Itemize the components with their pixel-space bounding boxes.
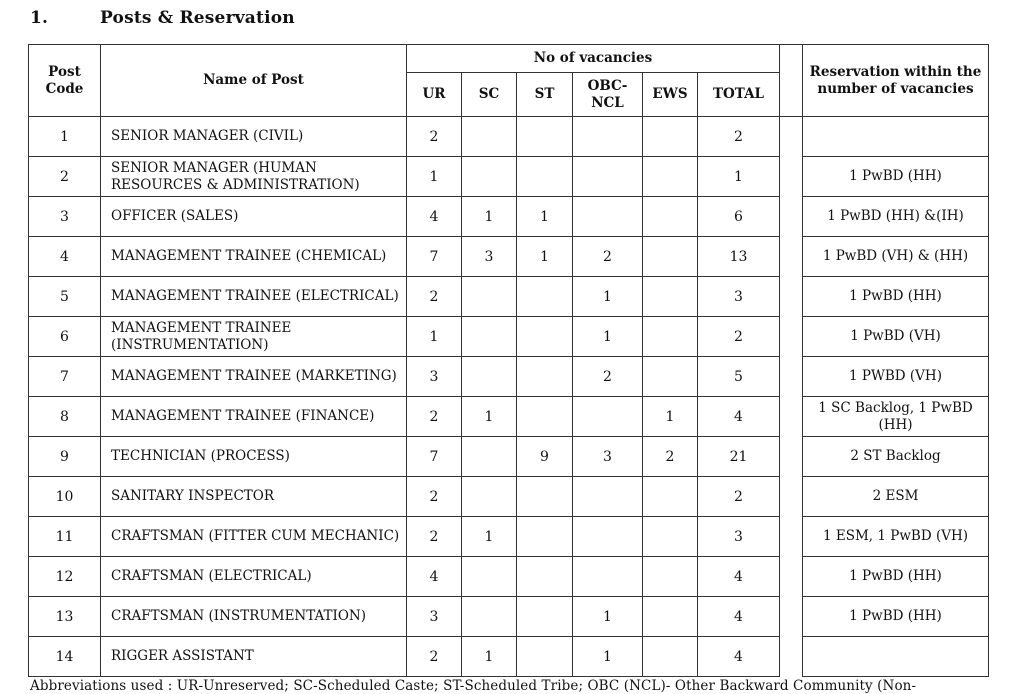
table-row	[29, 157, 989, 197]
header-st: ST	[517, 73, 573, 117]
column-gap	[780, 357, 803, 397]
st-cell: 9	[517, 437, 573, 477]
obc-cell: 2	[573, 237, 643, 277]
post-name-cell: SENIOR MANAGER (CIVIL)	[101, 117, 407, 157]
column-gap	[780, 437, 803, 477]
obc-cell: 2	[573, 357, 643, 397]
sc-cell: 1	[462, 397, 517, 437]
table-row	[29, 637, 989, 677]
ur-cell: 2	[407, 117, 462, 157]
reservation-cell: 1 PwBD (HH)	[803, 277, 989, 317]
post-name-cell: SANITARY INSPECTOR	[101, 477, 407, 517]
total-cell: 1	[698, 157, 780, 197]
ur-cell: 7	[407, 237, 462, 277]
post-name-cell: SENIOR MANAGER (HUMAN RESOURCES & ADMINISTRATION)	[101, 157, 407, 197]
ews-cell	[643, 517, 698, 557]
sc-cell	[462, 557, 517, 597]
ur-cell: 2	[407, 477, 462, 517]
table-body	[29, 117, 989, 677]
post-code-cell: 13	[29, 597, 101, 637]
st-cell: 1	[517, 197, 573, 237]
table-row	[29, 397, 989, 437]
sc-cell: 1	[462, 197, 517, 237]
reservation-cell: 1 PwBD (HH)	[803, 557, 989, 597]
st-cell	[517, 637, 573, 677]
reservation-cell: 1 SC Backlog, 1 PwBD (HH)	[803, 397, 989, 437]
ur-cell: 3	[407, 357, 462, 397]
reservation-cell: 2 ST Backlog	[803, 437, 989, 477]
st-cell	[517, 517, 573, 557]
column-gap	[780, 397, 803, 437]
st-cell: 1	[517, 237, 573, 277]
total-cell: 2	[698, 317, 780, 357]
ur-cell: 2	[407, 397, 462, 437]
post-name-cell: CRAFTSMAN (ELECTRICAL)	[101, 557, 407, 597]
ur-cell: 1	[407, 157, 462, 197]
post-code-cell: 6	[29, 317, 101, 357]
column-gap	[780, 557, 803, 597]
column-gap	[780, 317, 803, 357]
column-gap	[780, 277, 803, 317]
post-name-cell: MANAGEMENT TRAINEE (MARKETING)	[101, 357, 407, 397]
ews-cell	[643, 197, 698, 237]
st-cell	[517, 557, 573, 597]
obc-cell: 1	[573, 317, 643, 357]
ews-cell	[643, 117, 698, 157]
ur-cell: 2	[407, 637, 462, 677]
sc-cell: 1	[462, 517, 517, 557]
obc-cell: 1	[573, 637, 643, 677]
st-cell	[517, 357, 573, 397]
sc-cell	[462, 437, 517, 477]
sc-cell: 3	[462, 237, 517, 277]
header-sc: SC	[462, 73, 517, 117]
section-title: Posts & Reservation	[100, 8, 295, 28]
post-code-cell: 2	[29, 157, 101, 197]
header-obc: OBC-NCL	[573, 73, 643, 117]
sc-cell	[462, 317, 517, 357]
post-name-cell: CRAFTSMAN (FITTER CUM MECHANIC)	[101, 517, 407, 557]
ur-cell: 7	[407, 437, 462, 477]
ews-cell	[643, 557, 698, 597]
post-code-cell: 3	[29, 197, 101, 237]
sc-cell	[462, 477, 517, 517]
reservation-cell	[803, 637, 989, 677]
st-cell	[517, 157, 573, 197]
reservation-cell: 1 PwBD (VH)	[803, 317, 989, 357]
sc-cell	[462, 157, 517, 197]
st-cell	[517, 597, 573, 637]
column-gap	[780, 117, 803, 157]
total-cell: 6	[698, 197, 780, 237]
header-name-of-post: Name of Post	[101, 45, 407, 117]
ews-cell	[643, 237, 698, 277]
table-row	[29, 437, 989, 477]
post-code-cell: 12	[29, 557, 101, 597]
column-gap	[780, 477, 803, 517]
total-cell: 4	[698, 557, 780, 597]
ews-cell	[643, 477, 698, 517]
reservation-cell: 1 PwBD (VH) & (HH)	[803, 237, 989, 277]
sc-cell	[462, 277, 517, 317]
vacancy-table	[28, 44, 989, 677]
table-row	[29, 597, 989, 637]
total-cell: 4	[698, 397, 780, 437]
post-name-cell: RIGGER ASSISTANT	[101, 637, 407, 677]
total-cell: 5	[698, 357, 780, 397]
st-cell	[517, 477, 573, 517]
header-reservation: Reservation within the number of vacancies	[803, 45, 989, 117]
post-code-cell: 1	[29, 117, 101, 157]
obc-cell	[573, 197, 643, 237]
sc-cell	[462, 597, 517, 637]
ews-cell: 1	[643, 397, 698, 437]
ews-cell	[643, 357, 698, 397]
post-code-cell: 7	[29, 357, 101, 397]
post-code-cell: 4	[29, 237, 101, 277]
column-gap	[780, 597, 803, 637]
obc-cell	[573, 397, 643, 437]
post-name-cell: OFFICER (SALES)	[101, 197, 407, 237]
post-code-cell: 8	[29, 397, 101, 437]
ur-cell: 3	[407, 597, 462, 637]
ur-cell: 2	[407, 277, 462, 317]
post-code-cell: 14	[29, 637, 101, 677]
column-gap	[780, 517, 803, 557]
post-name-cell: MANAGEMENT TRAINEE (FINANCE)	[101, 397, 407, 437]
ews-cell	[643, 597, 698, 637]
header-total: TOTAL	[698, 73, 780, 117]
st-cell	[517, 277, 573, 317]
reservation-cell	[803, 117, 989, 157]
reservation-cell: 1 PwBD (HH)	[803, 597, 989, 637]
st-cell	[517, 397, 573, 437]
table-row	[29, 237, 989, 277]
column-gap	[780, 237, 803, 277]
st-cell	[517, 117, 573, 157]
column-gap	[780, 45, 803, 117]
st-cell	[517, 317, 573, 357]
column-gap	[780, 157, 803, 197]
post-code-cell: 10	[29, 477, 101, 517]
total-cell: 4	[698, 637, 780, 677]
obc-cell: 1	[573, 597, 643, 637]
obc-cell	[573, 557, 643, 597]
table-row	[29, 477, 989, 517]
total-cell: 13	[698, 237, 780, 277]
abbreviations-footer: Abbreviations used : UR-Unreserved; SC-Scheduled Caste; ST-Scheduled Tribe; OBC (NCL)- Other Backward Community (Non-	[30, 678, 917, 694]
ur-cell: 4	[407, 197, 462, 237]
ur-cell: 1	[407, 317, 462, 357]
table-row	[29, 277, 989, 317]
table-row	[29, 357, 989, 397]
section-number: 1.	[30, 8, 49, 28]
obc-cell	[573, 117, 643, 157]
total-cell: 2	[698, 117, 780, 157]
header-ur: UR	[407, 73, 462, 117]
sc-cell	[462, 117, 517, 157]
table-row	[29, 517, 989, 557]
table-row	[29, 557, 989, 597]
header-vacancies: No of vacancies	[407, 45, 780, 73]
obc-cell: 1	[573, 277, 643, 317]
post-name-cell: MANAGEMENT TRAINEE (INSTRUMENTATION)	[101, 317, 407, 357]
post-name-cell: CRAFTSMAN (INSTRUMENTATION)	[101, 597, 407, 637]
header-post-code: Post Code	[29, 45, 101, 117]
reservation-cell: 2 ESM	[803, 477, 989, 517]
ur-cell: 4	[407, 557, 462, 597]
obc-cell: 3	[573, 437, 643, 477]
obc-cell	[573, 157, 643, 197]
post-code-cell: 9	[29, 437, 101, 477]
ews-cell	[643, 317, 698, 357]
post-code-cell: 11	[29, 517, 101, 557]
sc-cell	[462, 357, 517, 397]
section-heading	[30, 8, 295, 28]
reservation-cell: 1 ESM, 1 PwBD (VH)	[803, 517, 989, 557]
post-code-cell: 5	[29, 277, 101, 317]
post-name-cell: MANAGEMENT TRAINEE (ELECTRICAL)	[101, 277, 407, 317]
total-cell: 4	[698, 597, 780, 637]
total-cell: 3	[698, 277, 780, 317]
total-cell: 21	[698, 437, 780, 477]
obc-cell	[573, 477, 643, 517]
total-cell: 3	[698, 517, 780, 557]
sc-cell: 1	[462, 637, 517, 677]
post-name-cell: MANAGEMENT TRAINEE (CHEMICAL)	[101, 237, 407, 277]
ews-cell	[643, 637, 698, 677]
table-row	[29, 117, 989, 157]
obc-cell	[573, 517, 643, 557]
reservation-cell: 1 PWBD (VH)	[803, 357, 989, 397]
header-ews: EWS	[643, 73, 698, 117]
ur-cell: 2	[407, 517, 462, 557]
ews-cell	[643, 277, 698, 317]
post-name-cell: TECHNICIAN (PROCESS)	[101, 437, 407, 477]
ews-cell	[643, 157, 698, 197]
column-gap	[780, 197, 803, 237]
table-row	[29, 197, 989, 237]
reservation-cell: 1 PwBD (HH)	[803, 157, 989, 197]
total-cell: 2	[698, 477, 780, 517]
table-row	[29, 317, 989, 357]
column-gap	[780, 637, 803, 677]
reservation-cell: 1 PwBD (HH) &(IH)	[803, 197, 989, 237]
ews-cell: 2	[643, 437, 698, 477]
